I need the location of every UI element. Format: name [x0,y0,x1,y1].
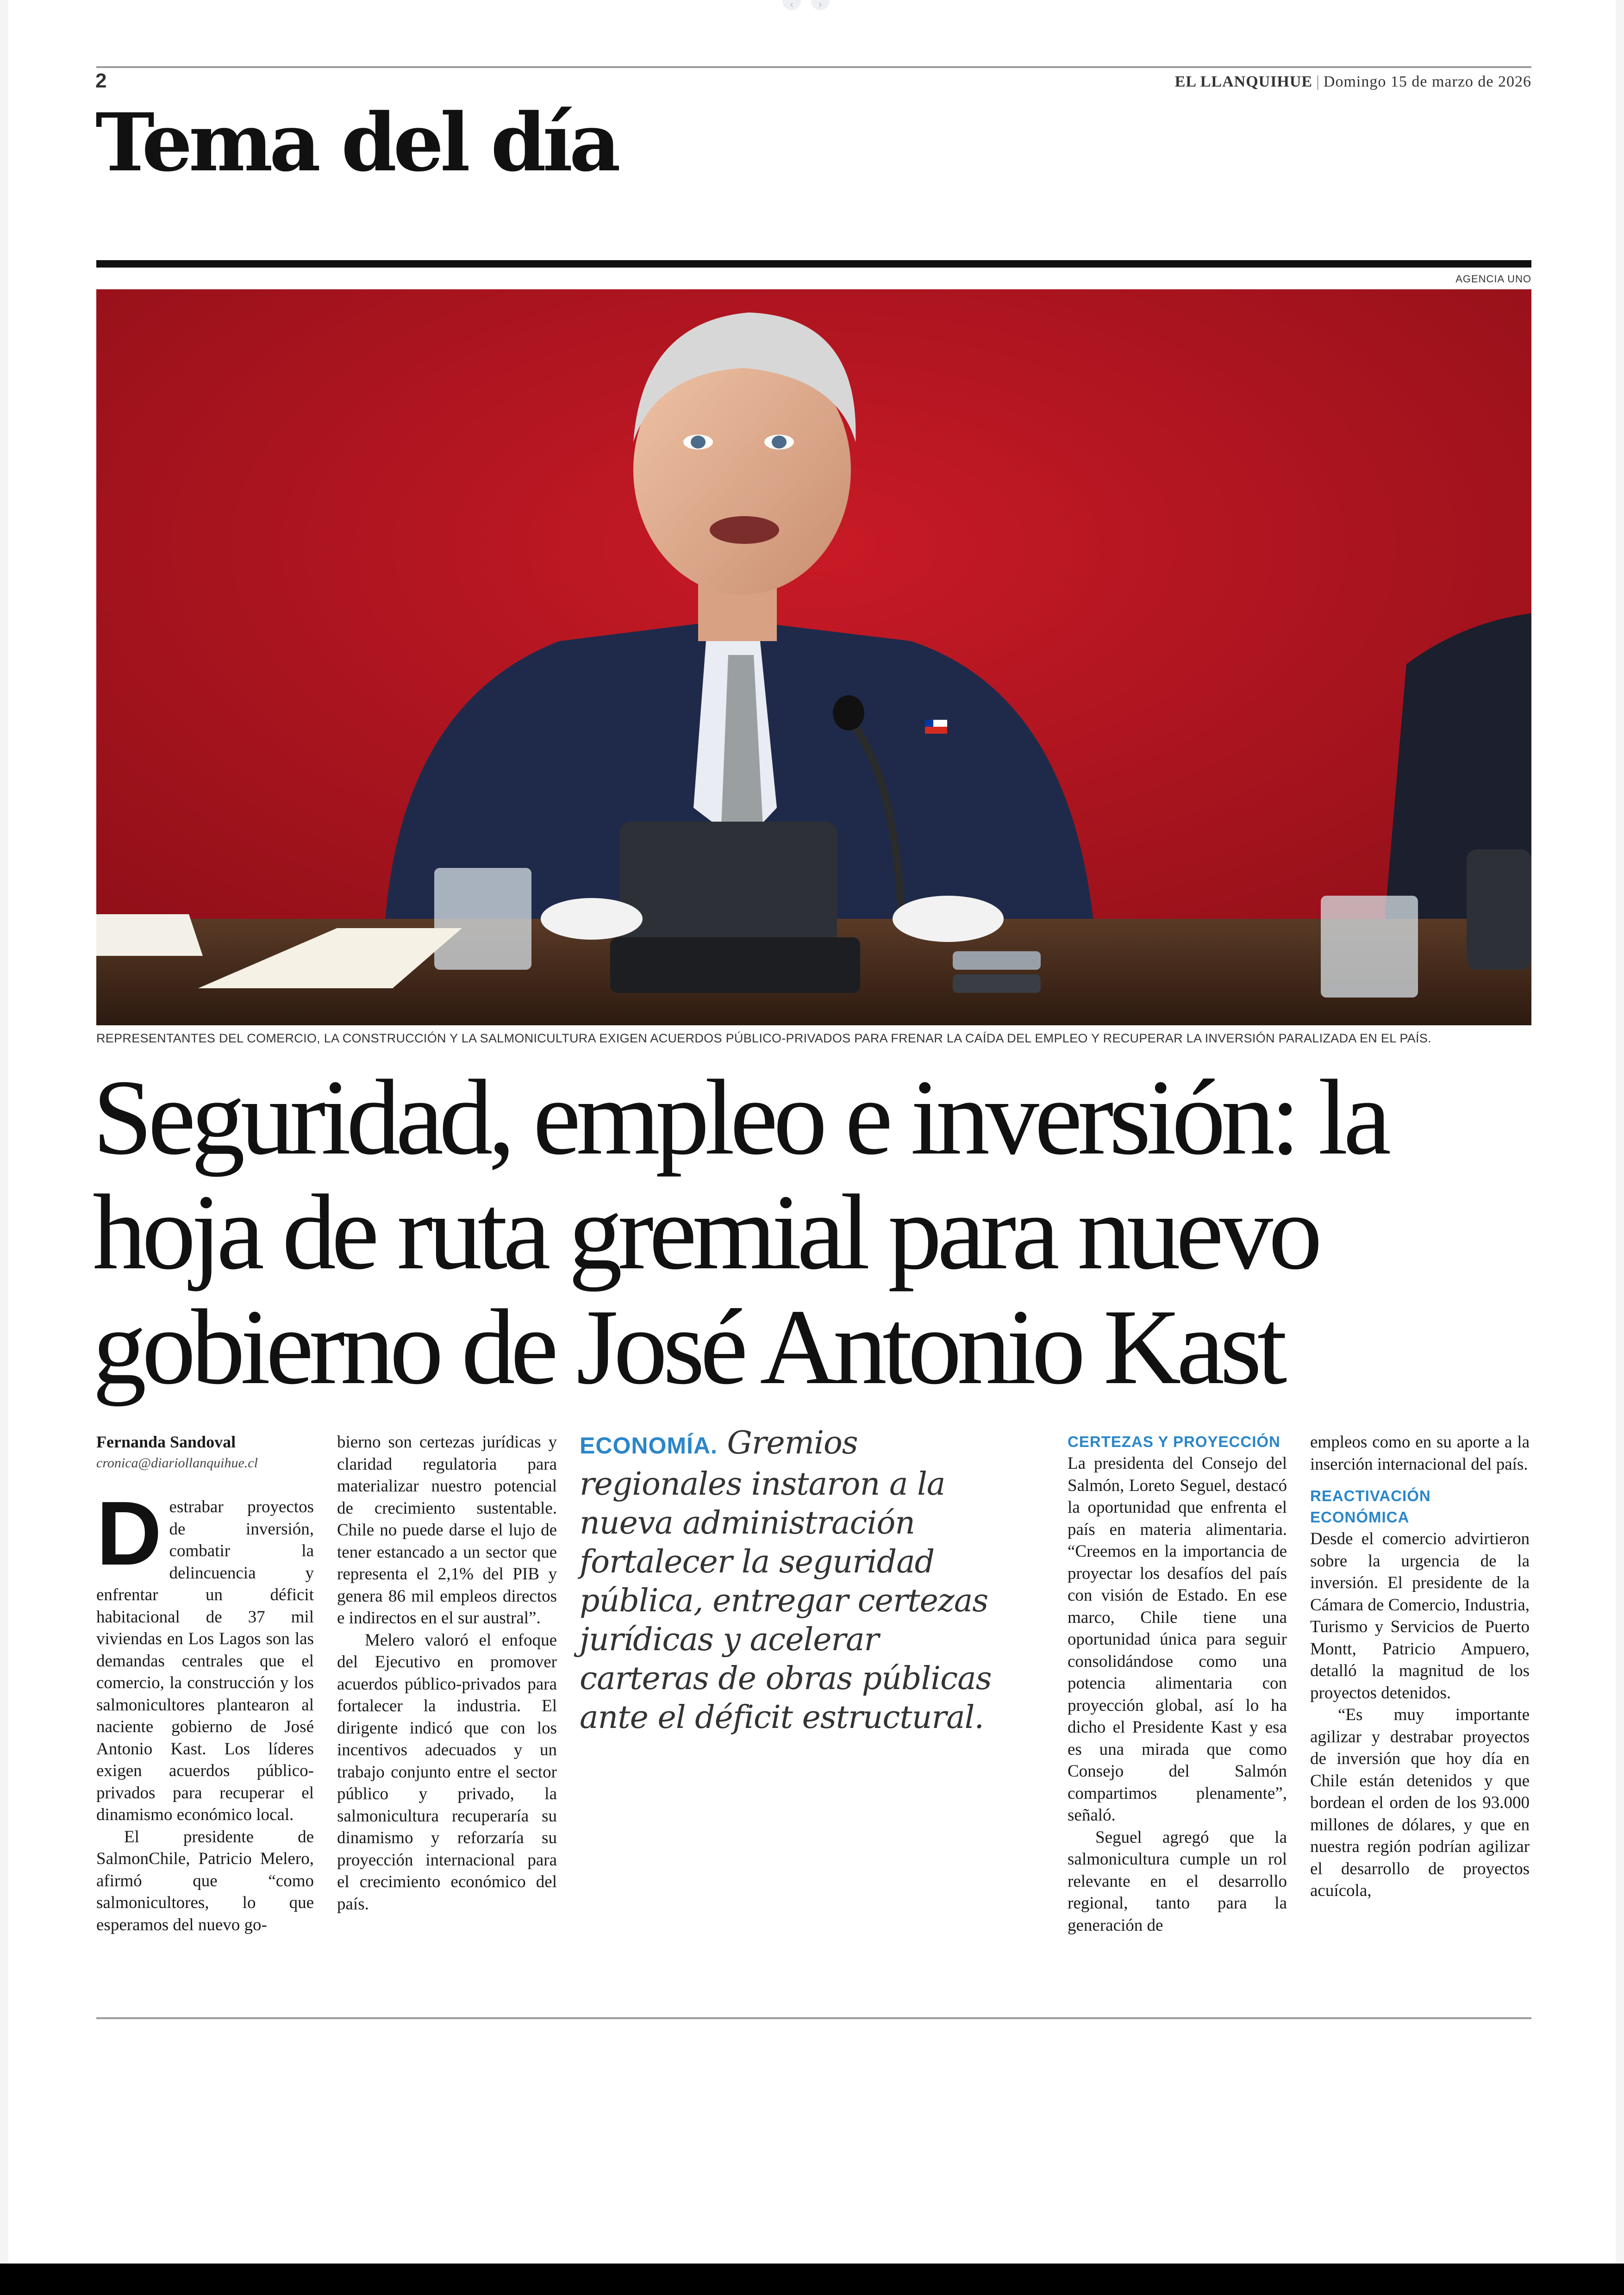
previous-page-icon[interactable]: ‹ [782,0,801,10]
paragraph: bierno son certezas jurídicas y claridad regulatoria para materializar nuestro potencial de crecimiento sustentable. Chile no puede darse el lujo de tener estancado a un sector que representa el 2,1% del PIB y genera 86 mil empleos directos e indirectos en el sur austral”. [337,1433,557,1628]
press-conference-photo [96,289,1531,1025]
subhead-reactivacion: REACTIVACIÓN ECONÓMICA [1310,1487,1431,1526]
article-column-1 [96,1483,314,1936]
photo-caption: REPRESENTANTES DEL COMERCIO, LA CONSTRUCCIÓN Y LA SALMONICULTURA EXIGEN ACUERDOS PÚBLICO-PRIVADOS PARA FRENAR LA CAÍDA DEL EMPLEO Y RECUPERAR LA INVERSIÓN PARALIZADA EN EL PAÍS. [96,1031,1431,1045]
shirt-cuff [541,898,643,940]
mic-console [619,822,837,956]
headline-line: Seguridad, empleo e inversión: la [93,1058,1387,1177]
phone [953,951,1041,970]
paragraph: Destrabar proyectos de inversión, combatir la delincuencia y enfrentar un déficit habitacional de 37 mil viviendas en Los Lagos son las demandas centrales que el comercio, la construcción y los salmonicultores plantearon al naciente gobierno de José Antonio Kast. Los líderes exigen acuerdos público-privados para recuperar el dinamismo económico local. [96,1483,314,1824]
paragraph: Seguel agregó que la salmonicultura cumple un rol relevante en el desarrollo regional, tanto para la generación de [1068,1827,1287,1935]
masthead [1175,73,1531,91]
issue-date: Domingo 15 de marzo de 2026 [1323,73,1531,90]
microphone-icon [833,695,864,730]
drop-cap: D [96,1483,162,1584]
section-rule [96,260,1531,268]
article-lead [580,1424,1006,1737]
paragraph: El presidente de SalmonChile, Patricio Melero, afirmó que “como salmonicultores, lo que esperamos del nuevo go- [96,1827,314,1934]
paragraph: Desde el comercio advirtieron sobre la urgencia de la inversión. El presidente de la Cámara de Comercio, Industria, Turismo y Servicios de Puerto Montt, Patricio Ampuero, detalló la magnitud de los proyectos detenidos. [1310,1529,1530,1703]
article-column-2 [337,1431,557,1915]
headline-line: hoja de ruta gremial para nuevo [93,1172,1318,1292]
photo-credit: AGENCIA UNO [1455,273,1531,285]
viewer-bottom-bar [0,2264,1624,2295]
paragraph: Melero valoró el enfoque del Ejecutivo en promover acuerdos público-privados para fortalecer la industria. El dirigente indicó que con los incentivos adecuados y un trabajo conjunto entre el sector público y privado, la salmonicultura recuperaría su dinamismo y reforzaría su proyección internacional para el crecimiento económico del país. [337,1630,557,1914]
page-number: 2 [95,69,107,92]
byline-email[interactable]: cronica@diariollanquihue.cl [96,1455,258,1471]
headline-line: gobierno de José Antonio Kast [93,1287,1283,1407]
water-glass [434,868,531,970]
subhead-certezas: CERTEZAS Y PROYECCIÓN [1068,1433,1280,1450]
bottom-rule [96,2017,1531,2019]
paragraph: “Es muy importante agilizar y destrabar proyectos de inversión que hoy día en Chile están detenidos y que bordean el orden de los 93.000 millones de dólares, y que en nuestra región podrían agilizar el desarrollo de proyectos acuícola, [1310,1705,1530,1900]
paragraph: empleos como en su aporte a la inserción internacional del país. [1310,1433,1530,1474]
article-column-5 [1310,1431,1530,1902]
next-page-icon[interactable]: › [811,0,830,10]
name-placard [96,914,203,956]
paragraph: La presidenta del Consejo del Salmón, Loreto Seguel, destacó la oportunidad que enfrenta el país en materia alimentaria. “Creemos en la importancia de proyectar los desafíos del país con visión de Estado. En ese marco, Chile tiene una oportunidad única para seguir consolidándose como una potencia alimentaria con proyección global, así lo ha dicho el Presidente Kast y esa es una mirada que como Consejo del Salmón compartimos plenamente”, señaló. [1068,1454,1287,1825]
speaker-mouth [710,516,779,544]
article-column-4 [1068,1431,1287,1936]
top-rule [96,66,1531,68]
section-title: Tema del día [95,95,617,189]
masthead-separator: | [1316,73,1320,90]
water-glass [1321,896,1418,998]
lead-text: Gremios regionales instaron a la nueva administración fortalecer la seguridad pública, entregar certezas jurídicas y acelerar carteras de obras públicas ante el déficit estructural. [580,1425,992,1736]
lead-kicker: ECONOMÍA. [580,1433,718,1459]
main-photo [96,289,1531,1025]
page-navigation [782,0,843,14]
newspaper-name: EL LLANQUIHUE [1174,73,1313,90]
byline-author: Fernanda Sandoval [96,1433,236,1451]
headline [93,1058,1537,1407]
